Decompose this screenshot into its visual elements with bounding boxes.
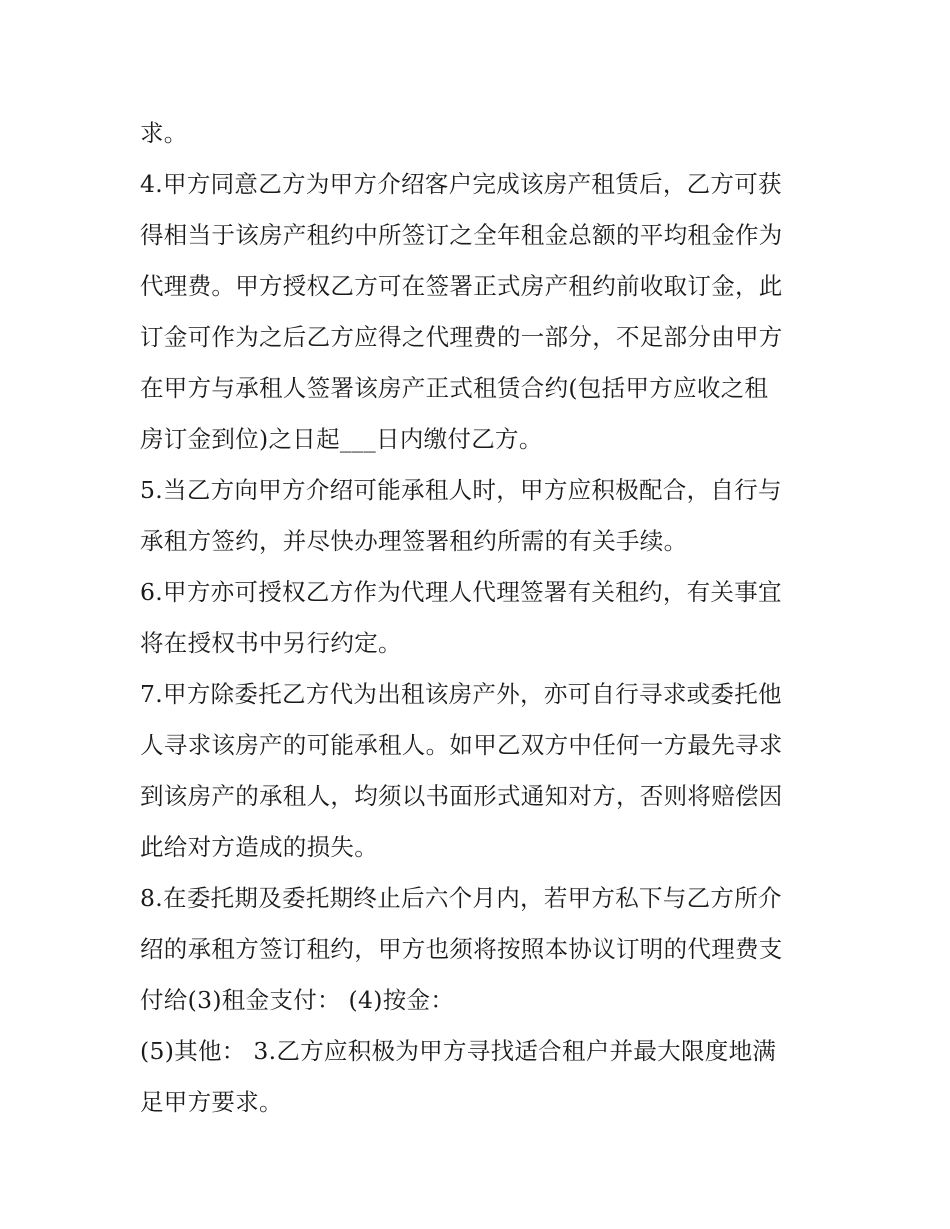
text-line: 到该房产的承租人，均须以书面形式通知对方，否则将赔偿因: [140, 782, 783, 810]
text-line: 房订金到位)之日起___日内缴付乙方。: [140, 425, 543, 453]
text-line: 将在授权书中另行约定。: [140, 629, 402, 657]
text-line: 绍的承租方签订租约，甲方也须将按照本协议订明的代理费支: [140, 935, 783, 963]
text-line: 5.当乙方向甲方介绍可能承租人时，甲方应积极配合，自行与: [140, 476, 782, 504]
text-line: (5)其他： 3.乙方应积极为甲方寻找适合租户并最大限度地满: [140, 1037, 777, 1065]
text-line: 足甲方要求。: [140, 1088, 283, 1116]
document-body: [140, 108, 820, 1128]
text-line: 付给(3)租金支付： (4)按金：: [140, 986, 455, 1014]
text-line: 8.在委托期及委托期终止后六个月内，若甲方私下与乙方所介: [140, 884, 782, 912]
text-line: 订金可作为之后乙方应得之代理费的一部分，不足部分由甲方: [140, 323, 783, 351]
text-line: 在甲方与承租人签署该房产正式租赁合约(包括甲方应收之租: [140, 374, 769, 402]
text-line: 求。: [140, 119, 188, 147]
text-line: 7.甲方除委托乙方代为出租该房产外，亦可自行寻求或委托他: [140, 680, 782, 708]
text-line: 此给对方造成的损失。: [140, 833, 378, 861]
text-line: 代理费。甲方授权乙方可在签署正式房产租约前收取订金，此: [140, 272, 783, 300]
text-line: 6.甲方亦可授权乙方作为代理人代理签署有关租约，有关事宜: [140, 578, 782, 606]
text-line: 4.甲方同意乙方为甲方介绍客户完成该房产租赁后，乙方可获: [140, 170, 782, 198]
text-line: 人寻求该房产的可能承租人。如甲乙双方中任何一方最先寻求: [140, 731, 783, 759]
text-line: 承租方签约，并尽快办理签署租约所需的有关手续。: [140, 527, 688, 555]
text-line: 得相当于该房产租约中所签订之全年租金总额的平均租金作为: [140, 221, 783, 249]
